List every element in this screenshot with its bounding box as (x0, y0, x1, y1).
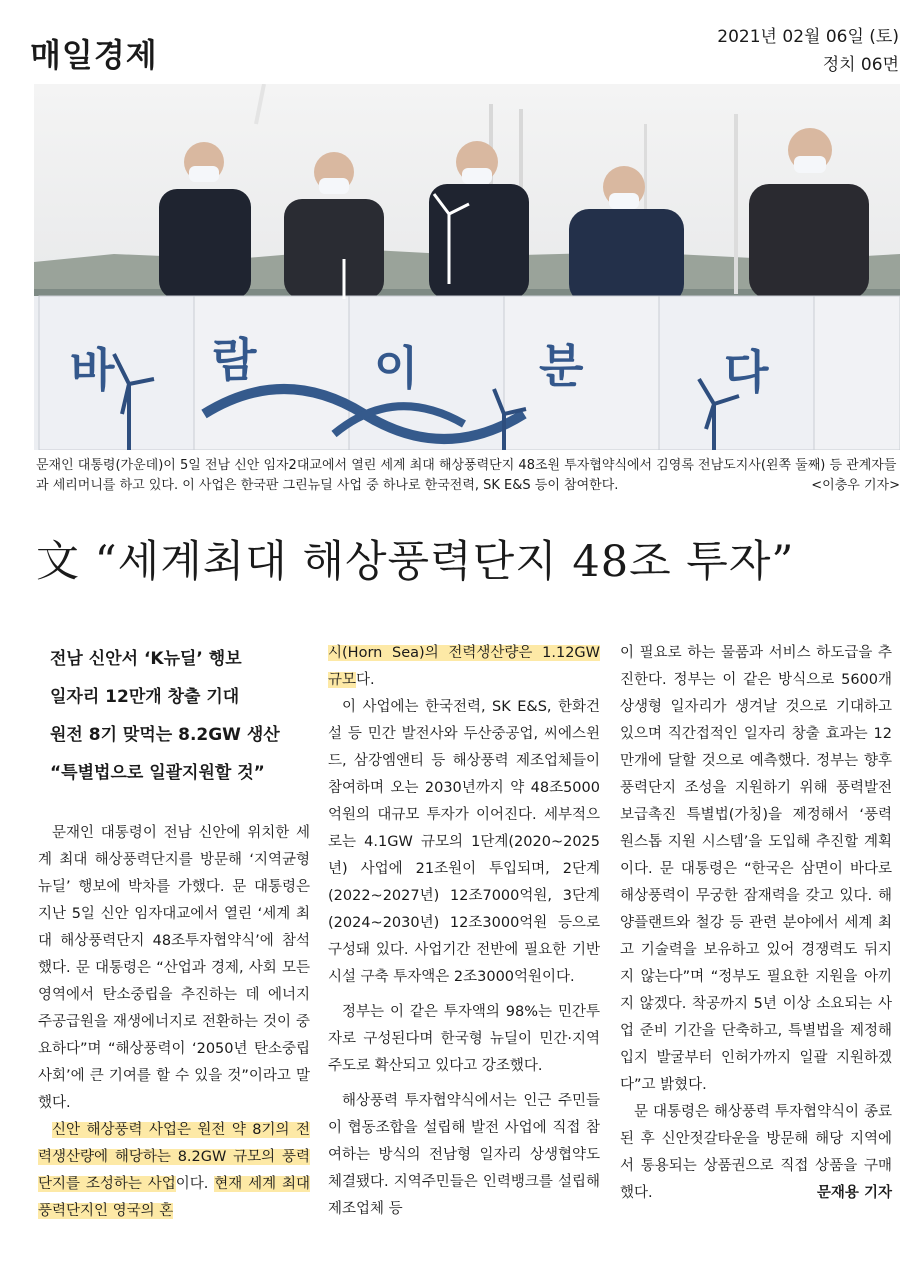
body-paragraph (328, 640, 600, 694)
body-text: 이다. (175, 1176, 209, 1192)
highlighted-text: 시(Horn Sea)의 전력생산량은 1.12GW 규모 (328, 645, 600, 688)
caption-text: 문재인 대통령(가운데)이 5일 전남 신안 임자2대교에서 열린 세계 최대 해상풍력단지 48조원 투자협약식에서 김영록 전남도지사(왼쪽 둘째) 등 관계자들과 세리머니를 하고 있다. 이 사업은 한국판 그린뉴딜 사업 중 하나로 한국전력, SK E&S 등이 참여한다. (36, 458, 897, 493)
issue-date: 2021년 02월 06일 (토) (717, 27, 899, 47)
article-column-1 (38, 640, 310, 1225)
banner-syllable-1: 바 (70, 343, 115, 397)
body-paragraph (620, 1099, 892, 1207)
subheadline-block (38, 640, 310, 792)
body-paragraph: 해상풍력 투자협약식에서는 인근 주민들이 협동조합을 설립해 발전 사업에 직접 참여하는 방식의 전남형 일자리 상생협약도 체결됐다. 지역주민들은 인력뱅크를 설립해 제조업체 등 (328, 1093, 600, 1217)
reporter-byline: 문재용 기자 (816, 1185, 892, 1201)
photo-caption (36, 456, 900, 496)
banner-syllable-3: 이 (374, 341, 419, 395)
banner-syllable-5: 다 (724, 345, 769, 399)
body-paragraph (38, 1117, 310, 1225)
body-text: 다. (356, 672, 375, 688)
body-text: 문 대통령은 해상풍력 투자협약식이 종료된 후 신안젓갈타운을 방문해 해당 지역에서 통용되는 상품권으로 직접 상품을 구매했다. (620, 1104, 892, 1201)
subheadline: 원전 8기 맞먹는 8.2GW 생산 (50, 725, 280, 745)
section-page: 정치 06면 (822, 55, 899, 75)
body-paragraph: 이 사업에는 한국전력, SK E&S, 한화건설 등 민간 발전사와 두산중공업, 씨에스윈드, 삼강엠앤티 등 해상풍력 제조업체들이 참여하며 오는 2030년까지 약 48조5000억원의 대규모 투자가 이어진다. 세부적으로는 4.1GW 규모의 1단계(2020~2025년) 사업에 21조원이 투입되며, 2단계(2022~2027년) 12조7000억원, 3단계(2024~2030년) 12조3000억원 등으로 구성돼 있다. 사업기간 전반에 필요한 기반시설 구축 투자액은 2조3000억원이다. (328, 699, 600, 985)
banner-syllable-2: 람 (212, 333, 257, 387)
subheadline: 일자리 12만개 창출 기대 (50, 687, 240, 707)
body-paragraph: 문재인 대통령이 전남 신안에 위치한 세계 최대 해상풍력단지를 방문해 ‘지역균형 뉴딜’ 행보에 박차를 가했다. 문 대통령은 지난 5일 신안 임자대교에서 열린 ‘세계 최대 해상풍력단지 48조투자협약식’에 참석했다. 문 대통령은 “산업과 경제, 사회 모든 영역에서 탄소중립을 추진하는 데 에너지 주공급원을 재생에너지로 전환하는 것이 중요하다”며 “해상풍력이 ‘2050년 탄소중립사회’에 큰 기여를 할 수 있을 것”이라고 말했다. (38, 825, 310, 1111)
banner-syllable-4: 분 (539, 339, 584, 393)
subheadline: “특별법으로 일괄지원할 것” (50, 763, 265, 783)
photo-credit: <이충우 기자> (811, 478, 900, 493)
highlighted-text: 신안 해상풍력 사업은 원전 약 8기의 전력생산량에 해당하는 8.2GW 규모의 풍력단지를 조성하는 사업 (38, 1122, 310, 1192)
body-paragraph: 이 필요로 하는 물품과 서비스 하도급을 추진한다. 정부는 이 같은 방식으로 5600개 상생형 일자리가 생겨날 것으로 기대하고 있으며 직간접적인 일자리 창출 효과는 12만개에 달할 것으로 예측했다. 정부는 향후 풍력단지 조성을 지원하기 위해 풍력발전 보급촉진 특별법(가칭)을 제정해서 ‘풍력 원스톱 지원 시스템’을 도입해 추진할 계획이다. 문 대통령은 “한국은 삼면이 바다로 해상풍력이 무궁한 잠재력을 갖고 있다. 해양플랜트와 철강 등 관련 분야에서 세계 최고 기술력을 보유하고 있어 경쟁력도 뒤지지 않는다”며 “정부도 필요한 지원을 아끼지 않겠다. 착공까지 5년 이상 소요되는 사업 준비 기간을 단축하고, 특별법을 제정해 입지 발굴부터 인허가까지 일괄 지원하겠다”고 밝혔다. (620, 645, 892, 1093)
subheadline: 전남 신안서 ‘K뉴딜’ 행보 (50, 649, 242, 669)
article-photo (34, 84, 900, 450)
article-column-2 (328, 640, 600, 1223)
article-headline: 文 “세계최대 해상풍력단지 48조 투자” (36, 537, 795, 587)
newspaper-masthead: 매일경제 (30, 36, 158, 74)
highlighted-text: 현재 세계 최대 풍력단지인 영국의 혼 (38, 1176, 311, 1219)
article-column-3 (620, 640, 892, 1207)
body-paragraph: 정부는 이 같은 투자액의 98%는 민간투자로 구성된다며 한국형 뉴딜이 민간·지역 주도로 확산되고 있다고 강조했다. (328, 1004, 600, 1074)
